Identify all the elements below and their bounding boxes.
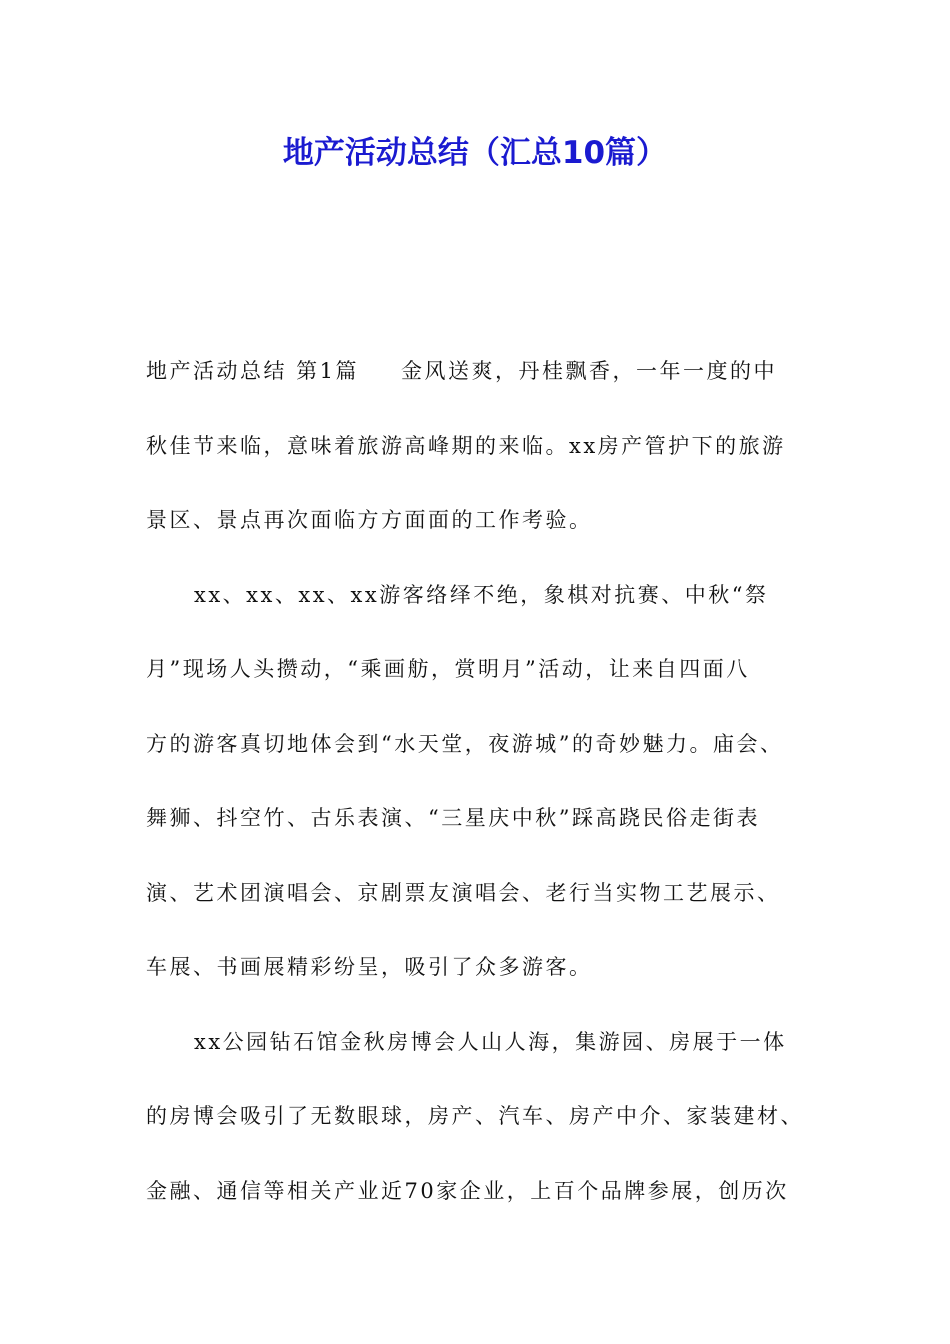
section-heading: 地产活动总结 第1篇: [146, 359, 360, 383]
paragraph-line: 车展、书画展精彩纷呈，吸引了众多游客。: [146, 955, 593, 979]
paragraph-line: 的房博会吸引了无数眼球，房产、汽车、房产中介、家装建材、: [146, 1104, 804, 1128]
line-text: 金风送爽，丹桂飘香，一年一度的中: [401, 359, 778, 383]
paragraph-line: 金融、通信等相关产业近70家企业，上百个品牌参展，创历次: [146, 1178, 789, 1203]
paragraph-line: 方的游客真切地体会到“水天堂，夜游城”的奇妙魅力。庙会、: [146, 731, 784, 756]
document-title: 地产活动总结（汇总10篇）: [282, 135, 668, 171]
paragraph-line: [146, 334, 814, 409]
paragraph-line: 演、艺术团演唱会、京剧票友演唱会、老行当实物工艺展示、: [146, 880, 781, 905]
paragraph-line: xx公园钻石馆金秋房博会人山人海，集游园、房展于一体: [194, 1029, 787, 1054]
paragraph-line: 舞狮、抖空竹、古乐表演、“三星庆中秋”踩高跷民俗走街表: [146, 806, 760, 830]
paragraph-line: 秋佳节来临，意味着旅游高峰期的来临。xx房产管护下的旅游: [146, 433, 786, 458]
document-body: [146, 334, 814, 1228]
paragraph-line: 景区、景点再次面临方方面面的工作考验。: [146, 508, 593, 532]
paragraph-line: xx、xx、xx、xx游客络绎不绝，象棋对抗赛、中秋“祭: [194, 582, 769, 607]
paragraph-line: 月”现场人头攒动，“乘画舫，赏明月”活动，让来自四面八: [146, 657, 750, 681]
